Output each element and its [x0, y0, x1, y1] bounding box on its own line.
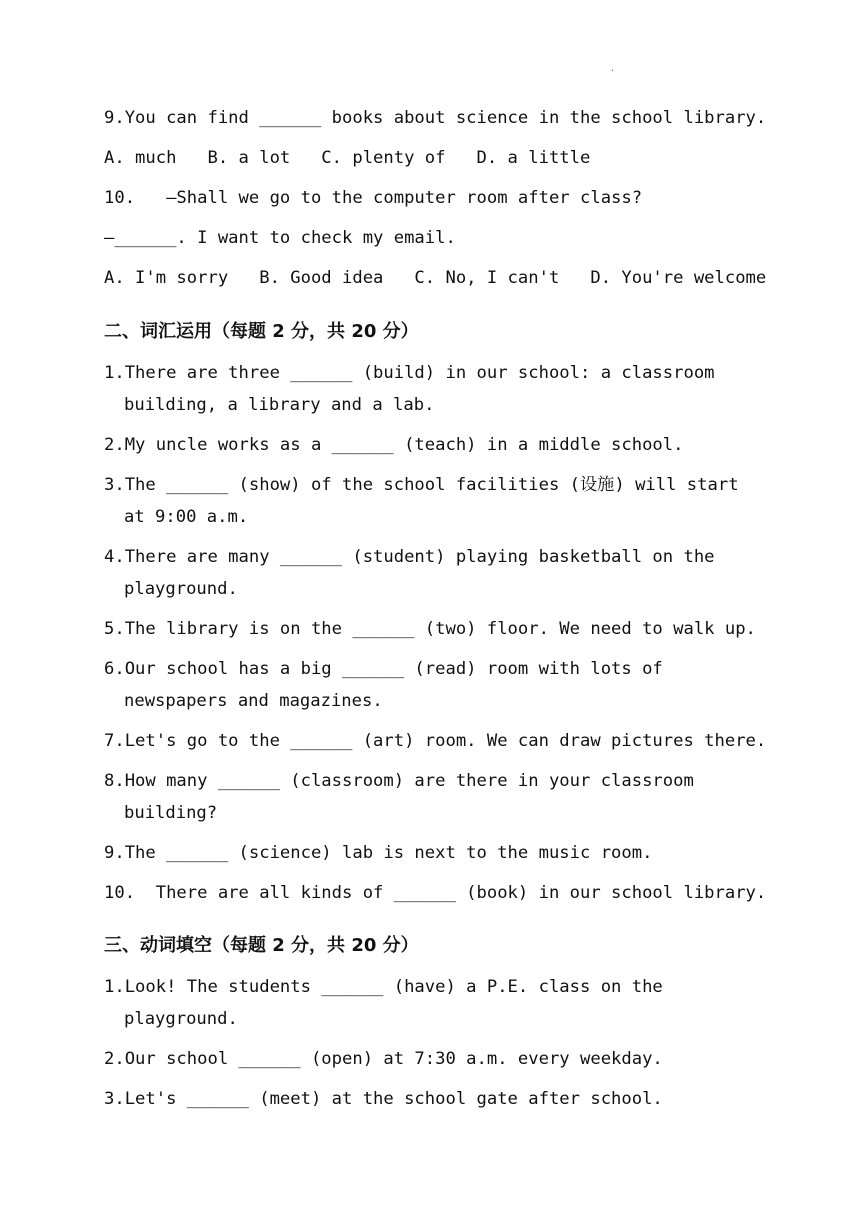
- list-item-continuation: newspapers and magazines.: [124, 691, 383, 711]
- section-heading-verbs: 三、动词填空（每题 2 分，共 20 分）: [104, 935, 419, 956]
- list-item: 1.There are three ______ (build) in our school: a classroom: [104, 363, 715, 383]
- question-9-stem: 9.You can find ______ books about science in the school library.: [104, 108, 767, 128]
- list-item-continuation: playground.: [124, 1009, 238, 1029]
- list-item: 2.My uncle works as a ______ (teach) in a middle school.: [104, 435, 684, 455]
- list-item: 9.The ______ (science) lab is next to the music room.: [104, 843, 653, 863]
- page-mark: ·: [610, 66, 615, 75]
- section-heading-vocabulary: 二、词汇运用（每题 2 分，共 20 分）: [104, 321, 419, 342]
- list-item: 1.Look! The students ______ (have) a P.E. class on the: [104, 977, 663, 997]
- question-10-stem: 10. —Shall we go to the computer room after class?: [104, 188, 643, 208]
- list-item: 6.Our school has a big ______ (read) room with lots of: [104, 659, 663, 679]
- list-item-continuation: building?: [124, 803, 218, 823]
- list-item: 7.Let's go to the ______ (art) room. We can draw pictures there.: [104, 731, 767, 751]
- list-item-continuation: playground.: [124, 579, 238, 599]
- list-item: 2.Our school ______ (open) at 7:30 a.m. every weekday.: [104, 1049, 663, 1069]
- list-item: 3.Let's ______ (meet) at the school gate after school.: [104, 1089, 663, 1109]
- list-item: 10. There are all kinds of ______ (book) in our school library.: [104, 883, 767, 903]
- list-item: 5.The library is on the ______ (two) floor. We need to walk up.: [104, 619, 756, 639]
- question-9-options: A. much B. a lot C. plenty of D. a little: [104, 148, 591, 168]
- list-item-continuation: at 9:00 a.m.: [124, 507, 249, 527]
- list-item: 3.The ______ (show) of the school facilities (设施) will start: [104, 475, 739, 495]
- list-item-continuation: building, a library and a lab.: [124, 395, 435, 415]
- question-10-reply: —______. I want to check my email.: [104, 228, 456, 248]
- question-10-options: A. I'm sorry B. Good idea C. No, I can't D. You're welcome: [104, 268, 767, 288]
- list-item: 4.There are many ______ (student) playing basketball on the: [104, 547, 715, 567]
- list-item: 8.How many ______ (classroom) are there in your classroom: [104, 771, 694, 791]
